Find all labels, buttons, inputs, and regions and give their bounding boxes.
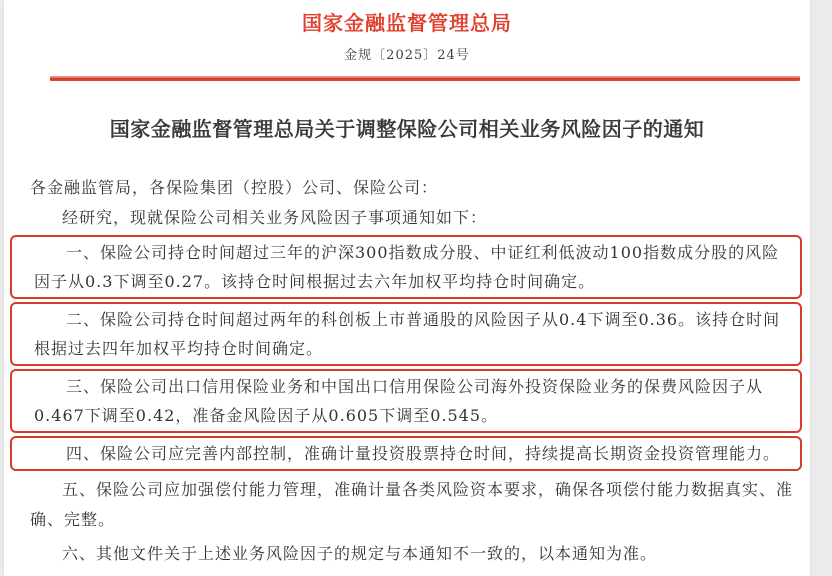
notice-item-6: 六、其他文件关于上述业务风险因子的规定与本通知不一致的，以本通知为准。: [62, 544, 658, 563]
document-number: 金规〔2025〕24号: [344, 48, 470, 63]
notice-item-1-highlighted: 一、保险公司持仓时间超过三年的沪深300指数成分股、中证红利低波动100指数成分股的风险因子从0.3下调至0.27。该持仓时间根据过去六年加权平均持仓时间确定。: [10, 235, 802, 299]
issuing-authority-title: 国家金融监督管理总局: [302, 11, 512, 35]
document-page: [4, 0, 810, 576]
notice-item-2-highlighted: 二、保险公司持仓时间超过两年的科创板上市普通股的风险因子从0.4下调至0.36。该持仓时间根据过去四年加权平均持仓时间确定。: [10, 302, 802, 366]
notice-item-4-highlighted: 四、保险公司应完善内部控制，准确计量投资股票持仓时间，持续提高长期资金投资管理能力。: [10, 436, 802, 471]
salutation-line: 各金融监管局，各保险集团（控股）公司、保险公司：: [30, 178, 439, 197]
document-body: [4, 173, 810, 569]
document-title: 国家金融监督管理总局关于调整保险公司相关业务风险因子的通知: [109, 117, 705, 141]
notice-item-5: 五、保险公司应加强偿付能力管理，准确计量各类风险资本要求，确保各项偿付能力数据真实、准确、完整。: [30, 480, 794, 529]
intro-paragraph: 经研究，现就保险公司相关业务风险因子事项通知如下：: [62, 208, 488, 227]
notice-item-3-highlighted: 三、保险公司出口信用保险业务和中国出口信用保险公司海外投资保险业务的保费风险因子从0.467下调至0.42，准备金风险因子从0.605下调至0.545。: [10, 369, 802, 433]
red-divider-rule: [50, 76, 800, 81]
